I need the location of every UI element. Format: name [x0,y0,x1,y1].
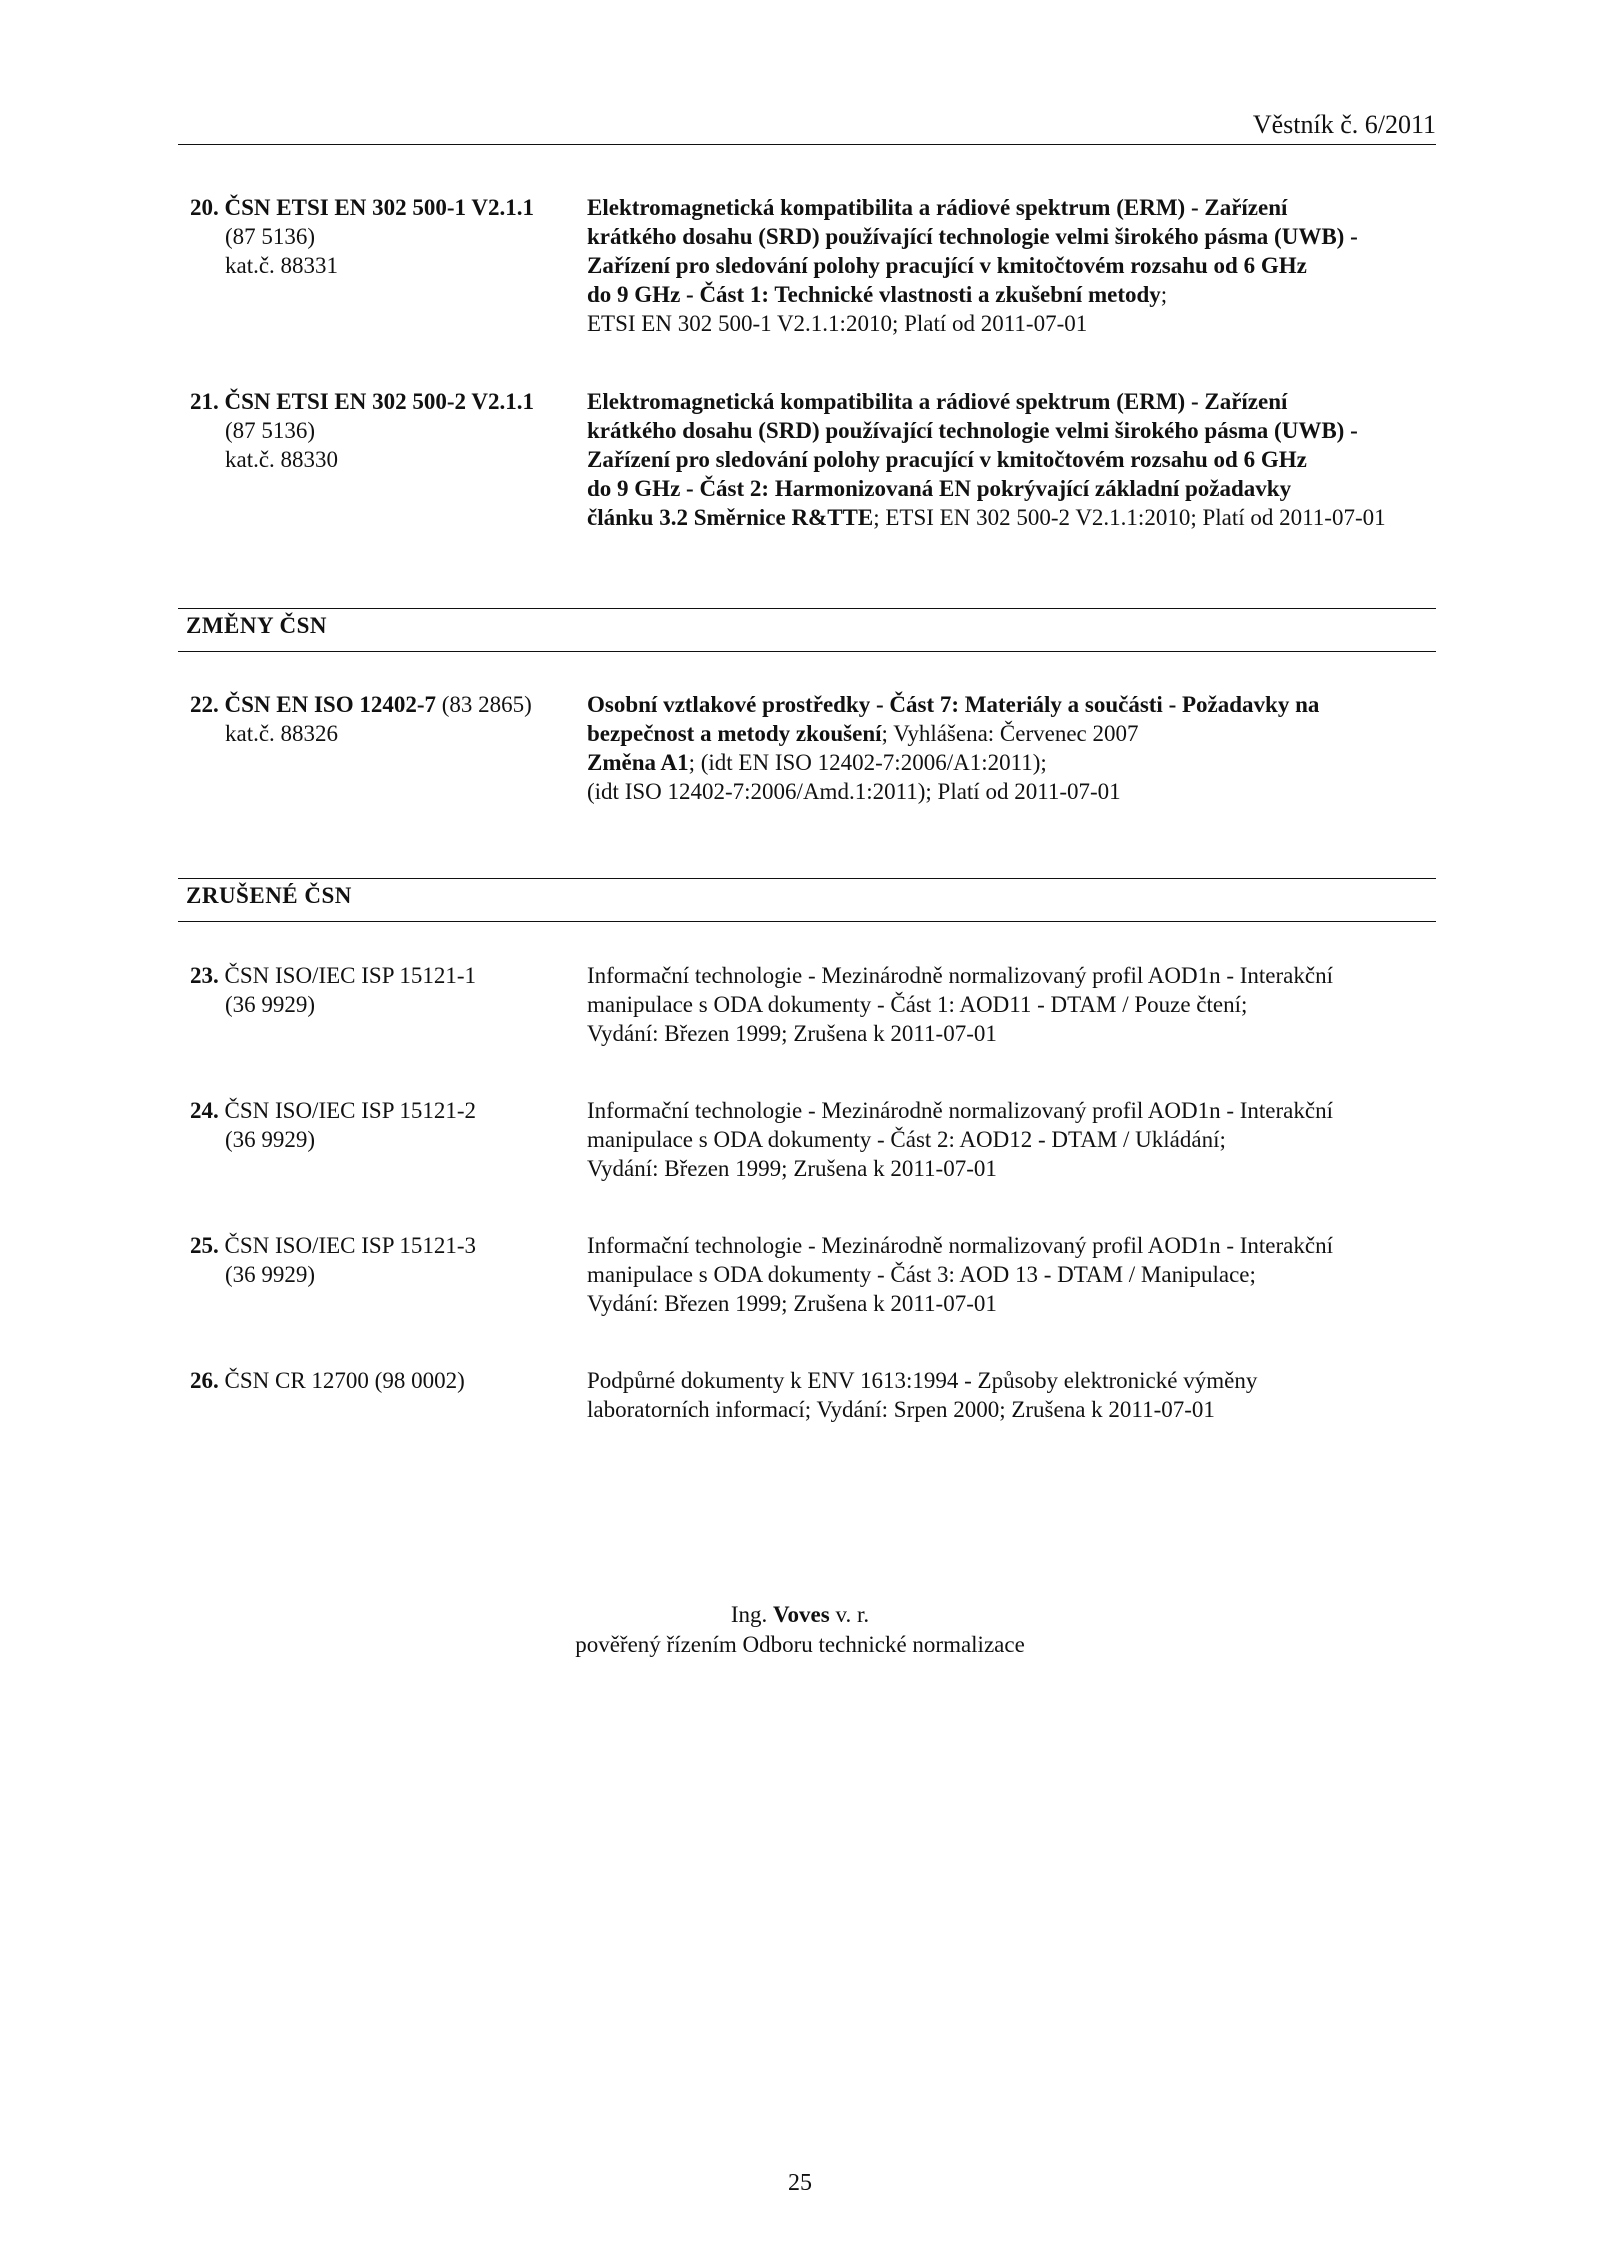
standard-entry-20 [190,193,1440,343]
entry-number: 25. [190,1233,219,1258]
entry-number: 26. [190,1368,219,1393]
entry-description [587,1366,1447,1424]
classification-code: (87 5136) [225,224,316,249]
standard-entry-25 [190,1231,1440,1326]
desc-line: Informační technologie - Mezinárodně normalizovaný profil AOD1n - Interakční [587,1233,1333,1258]
entry-number: 23. [190,963,219,988]
desc-line: Vydání: Březen 1999; Zrušena k 2011-07-01 [587,1156,997,1181]
amendment-label: Změna A1 [587,750,689,775]
signature-prefix: Ing. [730,1602,774,1627]
entry-identifier [190,1366,585,1395]
announce-date: ; Vyhlášena: Červenec 2007 [881,721,1139,746]
classification-code: (36 9929) [225,1127,316,1152]
desc-line: manipulace s ODA dokumenty - Část 3: AOD 13 - DTAM / Manipulace; [587,1262,1256,1287]
desc-line: Podpůrné dokumenty k ENV 1613:1994 - Způsoby elektronické výměny [587,1368,1258,1393]
title-line: krátkého dosahu (SRD) používající technologie velmi širokého pásma (UWB) - [587,224,1358,249]
title-line: krátkého dosahu (SRD) používající technologie velmi širokého pásma (UWB) - [587,418,1358,443]
signature-name: Voves [773,1602,830,1627]
entry-tail: (idt ISO 12402-7:2006/Amd.1:2011); Platí od 2011-07-01 [587,779,1121,804]
classification-code: (36 9929) [225,1262,316,1287]
page-header [178,110,1436,145]
section-header-cancelled [178,878,1436,922]
entry-number: 21. [190,389,219,414]
desc-line: manipulace s ODA dokumenty - Část 1: AOD11 - DTAM / Pouze čtení; [587,992,1248,1017]
entry-description [587,961,1447,1048]
standard-code: ČSN ISO/IEC ISP 15121-3 [218,1233,477,1258]
title-line: Zařízení pro sledování polohy pracující v kmitočtovém rozsahu od 6 GHz [587,447,1307,472]
entry-description: Elektromagnetická kompatibilita a rádiové spektrum (ERM) - Zařízení krátkého dosahu (SRD) používající technologie velmi širokého pásma (UWB) - Zařízení pro sledování polohy pracující v kmitočtovém rozsahu od 6 GHz do 9 GHz - Část 1: Technické vlastnosti a zkušební metody; ETSI EN 302 500-1 V2.1.1:2010; Platí od 2011-07-01 [587,193,1447,338]
signature-suffix: v. r. [829,1602,870,1627]
section-header-changes [178,608,1436,652]
section-title: ZRUŠENÉ ČSN [186,883,352,908]
desc-line: Informační technologie - Mezinárodně normalizovaný profil AOD1n - Interakční [587,1098,1333,1123]
entry-identifier [190,1231,585,1289]
standard-code: ČSN EN ISO 12402-7 [224,692,437,717]
desc-line: Vydání: Březen 1999; Zrušena k 2011-07-01 [587,1291,997,1316]
desc-line: Informační technologie - Mezinárodně normalizovaný profil AOD1n - Interakční [587,963,1333,988]
catalog-number: kat.č. 88330 [225,447,339,472]
title-line: bezpečnost a metody zkoušení [587,721,882,746]
standard-code: ČSN ETSI EN 302 500-1 V2.1.1 [224,195,534,220]
entry-description [587,1231,1447,1318]
journal-issue: Věstník č. 6/2011 [1252,110,1436,139]
entry-description [587,387,1447,532]
entry-tail: ; ETSI EN 302 500-2 V2.1.1:2010; Platí od 2011-07-01 [873,505,1386,530]
title-line: Osobní vztlakové prostředky - Část 7: Materiály a součásti - Požadavky na [587,692,1320,717]
entry-description [587,690,1447,806]
page-number: 25 [788,2170,812,2196]
standard-entry-22 [190,690,1440,815]
entry-identifier [190,1096,585,1154]
section-title: ZMĚNY ČSN [186,613,328,638]
entry-tail: ETSI EN 302 500-1 V2.1.1:2010; Platí od 2011-07-01 [587,311,1088,336]
classification-code: (36 9929) [225,992,316,1017]
title-line: do 9 GHz - Část 2: Harmonizovaná EN pokrývající základní požadavky [587,476,1292,501]
amendment-ref: ; (idt EN ISO 12402-7:2006/A1:2011); [688,750,1047,775]
entry-number: 20. [190,195,219,220]
standard-entry-26 [190,1366,1440,1431]
entry-identifier [190,961,585,1019]
standard-entry-23 [190,961,1440,1056]
standard-entry-21 [190,387,1440,537]
standard-entry-24 [190,1096,1440,1191]
entry-number: 22. [190,692,219,717]
signature-role: pověřený řízením Odboru technické normalizace [575,1632,1025,1657]
entry-identifier [190,387,585,474]
catalog-number: kat.č. 88331 [225,253,339,278]
title-line: Zařízení pro sledování polohy pracující v kmitočtovém rozsahu od 6 GHz [587,253,1307,278]
entry-description [587,1096,1447,1183]
desc-line: Vydání: Březen 1999; Zrušena k 2011-07-01 [587,1021,997,1046]
standard-code: ČSN CR 12700 (98 0002) [218,1368,465,1393]
signature-block [0,1600,1600,1660]
classification-code: (83 2865) [436,692,532,717]
standard-code: ČSN ISO/IEC ISP 15121-2 [218,1098,477,1123]
title-line: článku 3.2 Směrnice R&TTE [587,505,874,530]
catalog-number: kat.č. 88326 [225,721,339,746]
title-line: Elektromagnetická kompatibilita a rádiové spektrum (ERM) - Zařízení [587,389,1288,414]
desc-line: manipulace s ODA dokumenty - Část 2: AOD12 - DTAM / Ukládání; [587,1127,1226,1152]
standard-code: ČSN ETSI EN 302 500-2 V2.1.1 [224,389,534,414]
title-line: Elektromagnetická kompatibilita a rádiové spektrum (ERM) - Zařízení [587,195,1288,220]
desc-line: laboratorních informací; Vydání: Srpen 2000; Zrušena k 2011-07-01 [587,1397,1215,1422]
classification-code: (87 5136) [225,418,316,443]
entry-number: 24. [190,1098,219,1123]
entry-identifier [190,193,585,280]
standard-code: ČSN ISO/IEC ISP 15121-1 [218,963,477,988]
entry-identifier [190,690,585,748]
title-line: do 9 GHz - Část 1: Technické vlastnosti a zkušební metody [587,282,1161,307]
